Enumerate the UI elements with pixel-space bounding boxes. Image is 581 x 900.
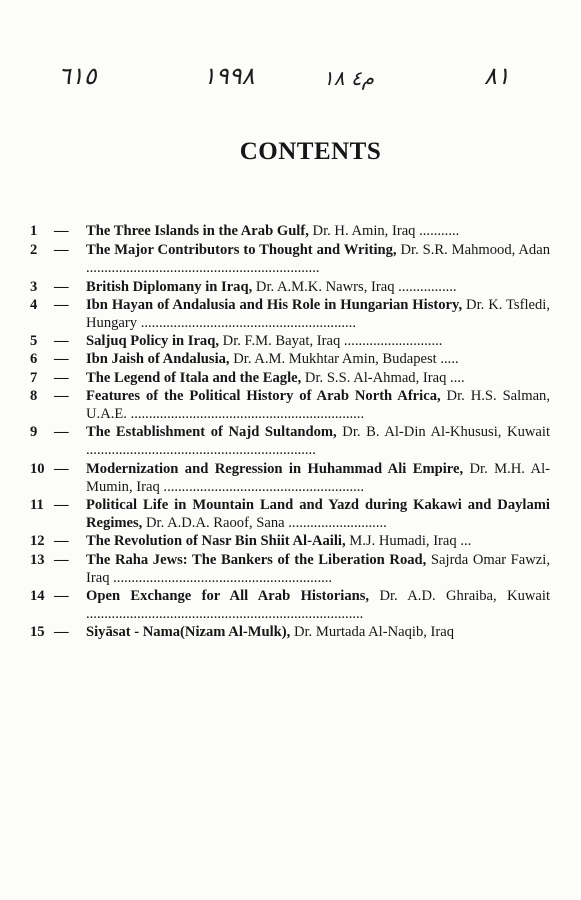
entry-dash: — [54,588,69,605]
toc-entry [30,496,550,532]
entry-author: Dr. F.M. Bayat, Iraq ........................... [219,333,443,350]
entry-text [86,369,550,387]
entry-text [86,387,550,423]
entry-number: 1 [30,223,38,239]
entry-dash: — [54,278,69,295]
entry-title: British Diplomany in Iraq, [86,278,253,295]
entry-author: Dr. Murtada Al-Naqib, Iraq [290,624,455,641]
table-of-contents [30,222,550,642]
entry-dash: — [54,533,69,550]
entry-number: 15 [30,624,45,641]
entry-text [86,241,550,277]
entry-dash: — [54,551,69,568]
entry-text [86,332,550,350]
entry-number: 8 [30,387,38,404]
entry-title: Siyāsat - Nama(Nizam Al-Mulk), [86,624,291,641]
toc-entry [30,369,550,387]
entry-text [86,296,550,332]
entry-title: The Revolution of Nasr Bin Shiit Al-Aaili, [86,533,346,550]
entry-number: 7 [30,369,38,386]
entry-text [86,551,550,587]
entry-author: M.J. Humadi, Iraq ... [345,533,472,550]
entry-author: Dr. K. Tsfledi, Hungary ........................................................... [86,296,550,332]
entry-author: Dr. A.D. Ghraiba, Kuwait ............................................................................ [86,588,551,623]
toc-entry [30,222,550,240]
toc-entry [30,332,550,350]
entry-number: 14 [30,588,45,605]
handwritten-note-1: ٦١٥ [58,62,97,90]
handwritten-note-2: ١٩٩٨ [203,62,255,90]
entry-title: The Raha Jews: The Bankers of the Liberation Road, [86,551,427,568]
entry-text [86,350,550,368]
entry-title: Features of the Political History of Arab North Africa, [86,387,441,404]
entry-dash: — [54,296,69,313]
entry-number: 12 [30,533,45,550]
entry-number: 5 [30,333,38,350]
entry-text [86,460,550,496]
entry-text [86,222,550,240]
entry-title: Political Life in Mountain Land and Yazd during Kakawi and Daylami Regimes, [86,497,550,532]
toc-entry [30,350,550,368]
entry-author: Dr. A.M.K. Nawrs, Iraq ................ [252,278,457,295]
entry-text [86,278,550,296]
entry-author: Sajrda Omar Fawzi, Iraq ............................................................ [86,551,550,586]
entry-dash: — [54,460,69,477]
toc-entry [30,278,550,296]
entry-dash: — [54,497,69,514]
page-title: CONTENTS [239,138,382,165]
entry-author: Dr. S.R. Mahmood, Adan ................................................................ [86,242,550,277]
entry-title: The Major Contributors to Thought and Writing, [86,242,397,259]
entry-title: The Three Islands in the Arab Gulf, [86,223,309,239]
entry-author: Dr. A.D.A. Raoof, Sana ........................... [142,515,387,532]
entry-dash: — [54,223,69,239]
entry-number: 6 [30,351,38,368]
entry-title: Ibn Hayan of Andalusia and His Role in Hungarian History, [86,296,463,313]
handwritten-note-3: م٤ ١٨ [323,66,374,90]
entry-dash: — [54,333,69,350]
entry-author: Dr. M.H. Al-Mumin, Iraq ....................................................... [86,460,550,495]
toc-entry [30,423,550,459]
toc-entry [30,587,550,623]
entry-title: The Legend of Itala and the Eagle, [86,369,302,386]
entry-number: 3 [30,278,38,295]
entry-text [86,587,550,623]
entry-text [86,423,550,459]
entry-text [86,496,550,532]
toc-entry [30,623,550,641]
entry-title: The Establishment of Najd Sultandom, [86,424,337,441]
entry-text [86,623,550,641]
entry-author: Dr. B. Al-Din Al-Khususi, Kuwait ............................................................... [86,424,550,459]
entry-dash: — [54,424,69,441]
entry-title: Modernization and Regression in Huhammad Ali Empire, [86,460,464,477]
entry-dash: — [54,242,69,259]
entry-number: 2 [30,242,38,259]
toc-entry [30,551,550,587]
handwritten-note-4: ٨١ [484,62,510,90]
entry-number: 4 [30,296,38,313]
entry-title: Open Exchange for All Arab Historians, [86,588,370,605]
entry-author: Dr. S.S. Al-Ahmad, Iraq .... [301,369,465,386]
entry-number: 13 [30,551,45,568]
entry-dash: — [54,624,69,641]
toc-entry [30,460,550,496]
entry-title: Saljuq Policy in Iraq, [86,333,219,350]
entry-author: Dr. H.S. Salman, U.A.E. ................................................................ [86,387,550,423]
toc-entry [30,532,550,550]
entry-number: 9 [30,424,38,441]
entry-dash: — [54,387,69,404]
toc-entry [30,387,550,423]
entry-dash: — [54,351,69,368]
entry-author: Dr. H. Amin, Iraq ........... [308,223,460,239]
entry-text [86,532,550,550]
entry-title: Ibn Jaish of Andalusia, [86,351,230,368]
toc-entry [30,241,550,277]
entry-number: 11 [30,497,44,514]
entry-number: 10 [30,460,45,477]
toc-entry [30,296,550,332]
entry-author: Dr. A.M. Mukhtar Amin, Budapest ..... [229,351,459,368]
entry-dash: — [54,369,69,386]
